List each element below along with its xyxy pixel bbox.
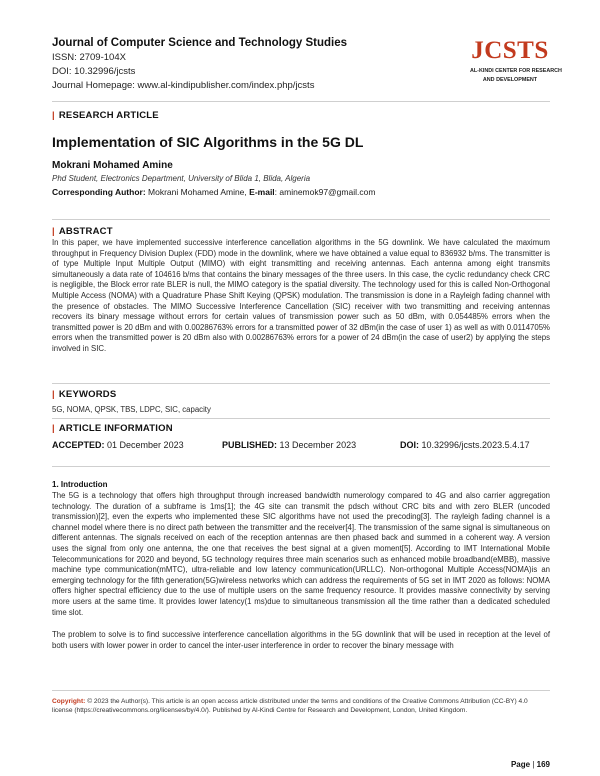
accepted-date — [52, 440, 184, 450]
journal-issn: ISSN: 2709-104X — [52, 52, 126, 63]
corr-name: Mokrani Mohamed Amine, — [148, 187, 247, 197]
doi-label: DOI: — [400, 440, 419, 450]
article-type-label: RESEARCH ARTICLE — [58, 110, 159, 121]
article-info-heading-label: ARTICLE INFORMATION — [58, 423, 173, 434]
abstract-heading — [52, 226, 113, 237]
doi-value[interactable]: 10.32996/jcsts.2023.5.4.17 — [421, 440, 530, 450]
footer-divider — [52, 690, 550, 691]
journal-homepage: Journal Homepage: www.al-kindipublisher.com/index.php/jcsts — [52, 80, 315, 91]
page-number-value: 169 — [536, 760, 550, 769]
introduction-heading: 1. Introduction — [52, 480, 108, 489]
accent-bar-icon: | — [52, 423, 55, 434]
introduction-paragraph-2: The problem to solve is to find successive interference cancellation algorithms in the 5G downlink that will be used in reception at the level of both users with lower power in order to cancel the inter-user interference in order to recover the binary message with — [52, 630, 550, 650]
keywords-heading — [52, 389, 116, 400]
author-name: Mokrani Mohamed Amine — [52, 160, 173, 171]
author-affiliation: Phd Student, Electronics Department, University of Blida 1, Blida, Algeria — [52, 174, 311, 183]
published-label: PUBLISHED: — [222, 440, 278, 450]
logo-subtitle-1: AL-KINDI CENTER FOR RESEARCH — [470, 68, 562, 74]
keywords-text: 5G, NOMA, QPSK, TBS, LDPC, SIC, capacity — [52, 405, 211, 414]
keywords-heading-label: KEYWORDS — [58, 389, 117, 400]
logo-subtitle-2: AND DEVELOPMENT — [482, 77, 538, 83]
email-label: E-mail — [249, 187, 275, 197]
keywords-divider — [52, 383, 550, 384]
copyright-label: Copyright: — [52, 698, 86, 705]
journal-name: Journal of Computer Science and Technology Studies — [52, 37, 347, 49]
accepted-label: ACCEPTED: — [52, 440, 105, 450]
page-number — [470, 760, 550, 769]
abstract-divider — [52, 219, 550, 220]
email-value[interactable]: : aminemok97@gmail.com — [274, 187, 376, 197]
body-divider — [52, 466, 550, 467]
logo-text: JCSTS — [471, 37, 549, 64]
corr-label: Corresponding Author: — [52, 187, 146, 197]
published-date — [222, 440, 356, 450]
article-info-heading — [52, 423, 173, 434]
journal-logo — [470, 37, 562, 84]
article-type — [52, 110, 159, 121]
accepted-value: 01 December 2023 — [107, 440, 184, 450]
page-separator: | — [532, 760, 535, 769]
copyright-notice — [52, 698, 550, 716]
accent-bar-icon: | — [52, 389, 55, 400]
paper-title: Implementation of SIC Algorithms in the 5G DL — [52, 134, 364, 150]
published-value: 13 December 2023 — [279, 440, 357, 450]
page-label: Page — [510, 760, 531, 769]
abstract-heading-label: ABSTRACT — [58, 226, 113, 237]
accent-bar-icon: | — [52, 226, 55, 237]
corresponding-author — [52, 187, 375, 197]
introduction-paragraph-1: The 5G is a technology that offers high throughput through increased bandwidth numerology compared to 4G and also carrier aggregation technology. The duration of a subframe is 1ms[1]; the 4G site can transmit the pdsch without CRC bits and with zero BLER (uncoded transmission)[2], even the experts who implemented these SIC algorithms have not used the precoding[3]. The rayleigh fading channel is a channel model where there is no direct path between the transmitter and the receiver[4]. The transmission of the same signal is simultaneous on different antennas. The signals received on each of the reception antennas are then phased back and summed in a coherent way. A version uses the signal from only one antenna, the one that receives the best signal at a given moment[5]. According to IMT International Mobile Telecommunications for 2020 and beyond, 5G technology requires three main scenarios such as enhanced mobile broadband(eMBB), massive machine type communication(mMTC), ultra-reliable and low latency communication(URLLC). Non-orthogonal Multiple Access(NOMA)is an emerging technology for the fifth generation(5G)wireless networks which can address the requirements of 5G set in IMT 2020 as follows: NOMA offers higher spectral efficiency due to the use of multiple users on the same frequency resource. It provides massive connectivity by serving more users at the same time. It provides lower latency(1 ms)due to simultaneous transmission all the time rather than a dedicated scheduled time slot. — [52, 491, 550, 617]
accent-bar-icon: | — [52, 110, 55, 121]
article-doi — [400, 440, 530, 450]
header-divider — [52, 101, 550, 102]
info-divider — [52, 418, 550, 419]
journal-doi: DOI: 10.32996/jcsts — [52, 66, 136, 77]
abstract-text: In this paper, we have implemented successive interference cancellation algorithms in the 5G downlink. We have calculated the maximum throughput in Frequency Division Duplex (FDD) mode in the downlink, where we have obtained a value equal to 836932 b/ms. The transmitter is of type Multiple Input Multiple Output (MIMO) with eight transmitting and receiving antennas. Each antenna among eight transmits simultaneously a data rate of 104616 b/ms that contains the binary messages of the three users. In this case, the cyclic redundancy check CRC is negligible, the Block error rate BLER is null, the MIMO category is the spatial diversity. The technology used for this is called Non-Orthogonal Multiple Access (NOMA) with a Quadrature Phase Shift Keying (QPSK) modulation. The transmission is done in a Rayleigh fading channel with the presence of obstacles. The MIMO Successive Interference Cancellation (SIC) receiver with two transmitting and receiving antennas recovers its binary message without errors for certain values of transmission power such as 50 dBm, with 0.054485% errors when the transmitted power is 20 dBm and with 0.00286763% errors for a transmitted power of 32 dBm(in the case of user 1) as well as with 0.0114705% errors when the transmitted power is 20 dBm also with 0.00286763% errors for a power of 24 dBm(in the case of user2) by applying the steps involved in SIC. — [52, 238, 550, 353]
copyright-text: © 2023 the Author(s). This article is an open access article distributed under the terms and conditions of the Creative Commons Attribution (CC-BY) 4.0 license (https://creativecommons.org/licenses/by/4.0/). Published by Al-Kindi Centre for Research and Development, London, United Kingdom. — [52, 698, 528, 714]
